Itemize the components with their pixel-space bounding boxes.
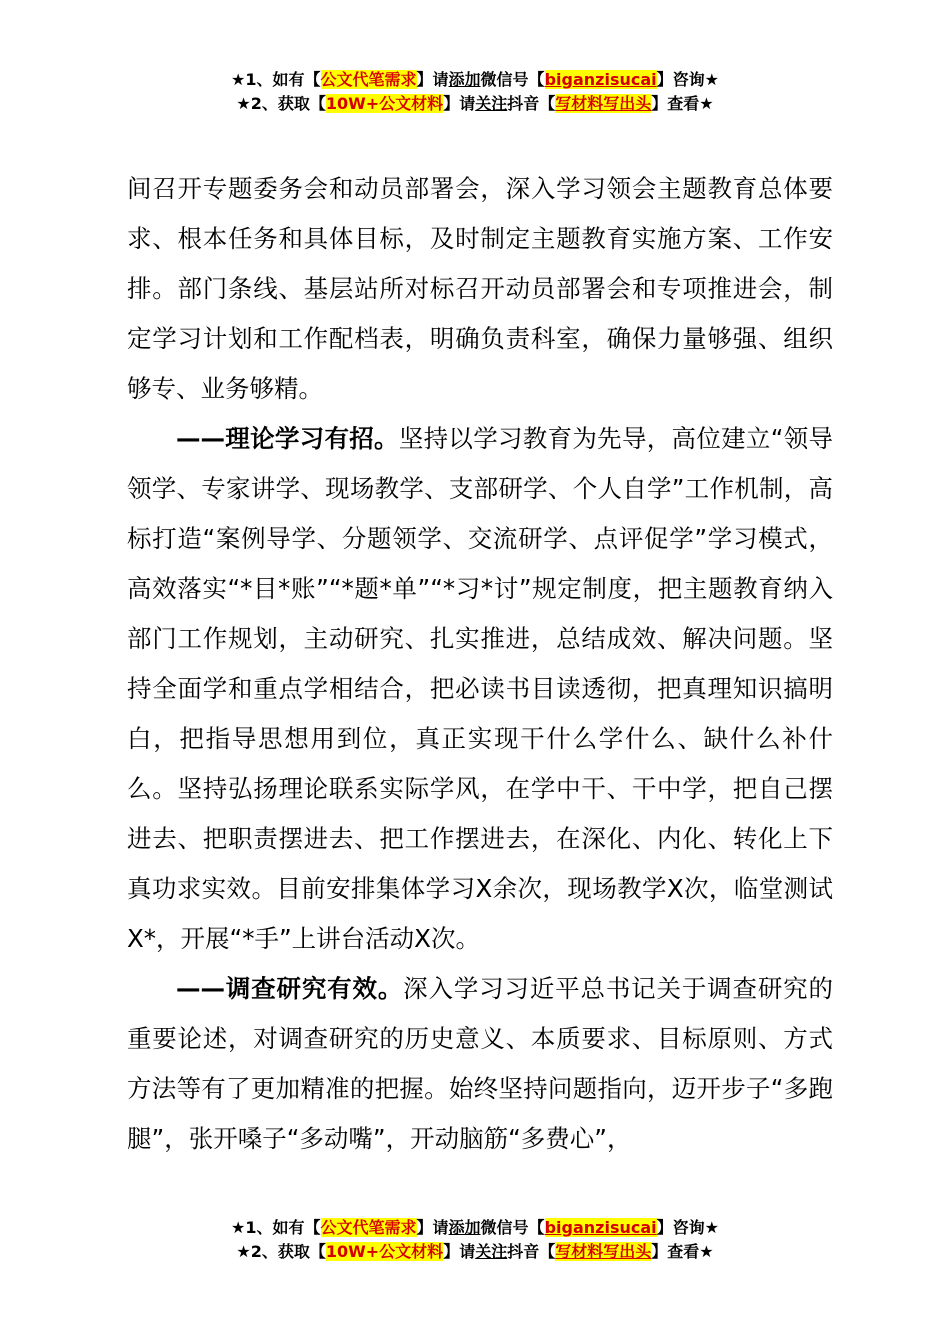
footer-line-1 [0,1216,950,1240]
footer-line-1-highlight-1: 公文代笔需求 [320,1218,417,1237]
footer-line-1-underline: 添加 [448,1218,481,1237]
paragraph-3-heading: ——调查研究有效。 [176,974,404,1003]
header-line-2 [0,92,950,116]
footer-banner [0,1216,950,1264]
header-line-2-highlight-1: 10W+公文材料 [325,94,444,113]
header-line-1-mid-2: 微信号【 [480,70,545,89]
footer-line-2-douyin-id: 写材料写出头 [555,1242,652,1261]
header-line-1-suffix: 】咨询★ [656,70,719,89]
footer-line-2 [0,1240,950,1264]
header-line-2-prefix: ★2、获取【 [236,94,326,113]
footer-line-1-wechat-id: biganzisucai [544,1218,657,1237]
paragraph-2-heading: ——理论学习有招。 [176,424,399,453]
footer-line-1-suffix: 】咨询★ [656,1218,719,1237]
paragraph-3-text: 深入学习习近平总书记关于调查研究的重要论述，对调查研究的历史意义、本质要求、目标原则、方式方法等有了更加精准的把握。始终坚持问题指向，迈开步子“多跑腿”，张开嗓子“多动嘴”，开动脑筋“多费心”， [127,974,834,1153]
paragraph-3 [127,964,833,1164]
header-line-2-underline: 关注 [475,94,508,113]
header-line-2-douyin-id: 写材料写出头 [555,94,652,113]
header-line-1 [0,68,950,92]
footer-line-2-underline: 关注 [475,1242,508,1261]
header-line-2-suffix: 】查看★ [651,94,714,113]
footer-line-1-mid-2: 微信号【 [480,1218,545,1237]
footer-line-1-mid-1: 】请 [416,1218,449,1237]
header-line-1-wechat-id: biganzisucai [544,70,657,89]
header-line-1-prefix: ★1、如有【 [231,70,321,89]
footer-line-2-mid-1: 】请 [443,1242,476,1261]
header-line-1-underline: 添加 [448,70,481,89]
paragraph-2 [127,414,833,964]
footer-line-1-prefix: ★1、如有【 [231,1218,321,1237]
footer-line-2-highlight-1: 10W+公文材料 [325,1242,444,1261]
document-body [127,164,833,1164]
paragraph-1: 间召开专题委务会和动员部署会，深入学习领会主题教育总体要求、根本任务和具体目标，及时制定主题教育实施方案、工作安排。部门条线、基层站所对标召开动员部署会和专项推进会，制定学习计划和工作配档表，明确负责科室，确保力量够强、组织够专、业务够精。 [127,174,833,403]
header-line-1-highlight-1: 公文代笔需求 [320,70,417,89]
paragraph-2-text: 坚持以学习教育为先导，高位建立“领导领学、专家讲学、现场教学、支部研学、个人自学”工作机制，高标打造“案例导学、分题领学、交流研学、点评促学”学习模式，高效落实“*目*账”“*题*单”“*习*讨”规定制度，把主题教育纳入部门工作规划，主动研究、扎实推进，总结成效、解决问题。坚持全面学和重点学相结合，把必读书目读透彻，把真理知识搞明白，把指导思想用到位，真正实现干什么学什么、缺什么补什么。坚持弘扬理论联系实际学风，在学中干、干中学，把自己摆进去、把职责摆进去、把工作摆进去，在深化、内化、转化上下真功求实效。目前安排集体学习X余次，现场教学X次，临堂测试X*，开展“*手”上讲台活动X次。 [127,424,833,953]
header-line-1-mid-1: 】请 [416,70,449,89]
footer-line-2-prefix: ★2、获取【 [236,1242,326,1261]
header-line-2-mid-1: 】请 [443,94,476,113]
footer-line-2-mid-2: 抖音【 [507,1242,556,1261]
footer-line-2-suffix: 】查看★ [651,1242,714,1261]
header-line-2-mid-2: 抖音【 [507,94,556,113]
header-banner [0,68,950,116]
